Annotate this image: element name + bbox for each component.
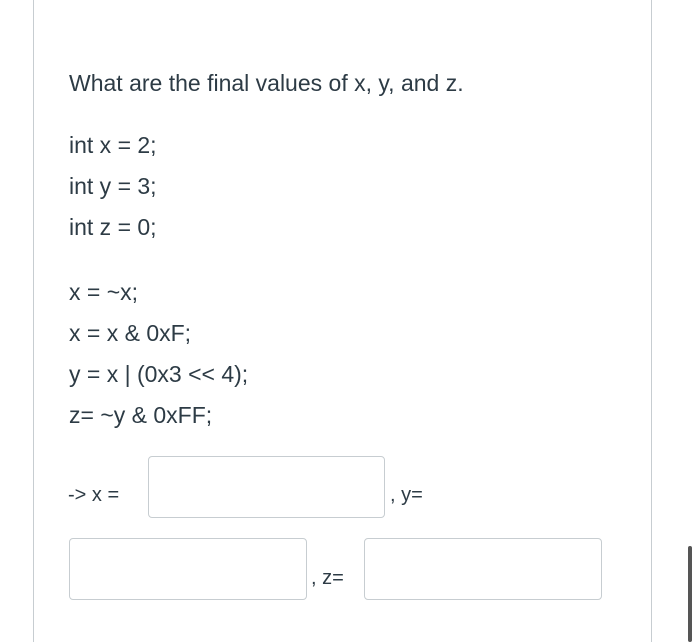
code-line-statement-4: z= ~y & 0xFF; — [69, 402, 213, 428]
code-line-statement-2: x = x & 0xF; — [69, 320, 192, 346]
y-answer-label: , y= — [390, 484, 423, 506]
content-right-border — [651, 0, 652, 642]
content-left-border — [33, 0, 34, 642]
y-answer-input[interactable] — [69, 538, 307, 600]
code-line-declaration-z: int z = 0; — [69, 214, 157, 240]
code-line-statement-3: y = x | (0x3 << 4); — [69, 361, 249, 387]
scrollbar-thumb[interactable] — [688, 546, 692, 642]
z-answer-input[interactable] — [364, 538, 602, 600]
code-line-declaration-x: int x = 2; — [69, 132, 157, 158]
question-prompt: What are the final values of x, y, and z. — [69, 70, 464, 96]
code-line-statement-1: x = ~x; — [69, 279, 139, 305]
x-answer-input[interactable] — [148, 456, 385, 518]
code-line-declaration-y: int y = 3; — [69, 173, 157, 199]
x-answer-label: -> x = — [68, 484, 120, 506]
z-answer-label: , z= — [311, 567, 344, 589]
